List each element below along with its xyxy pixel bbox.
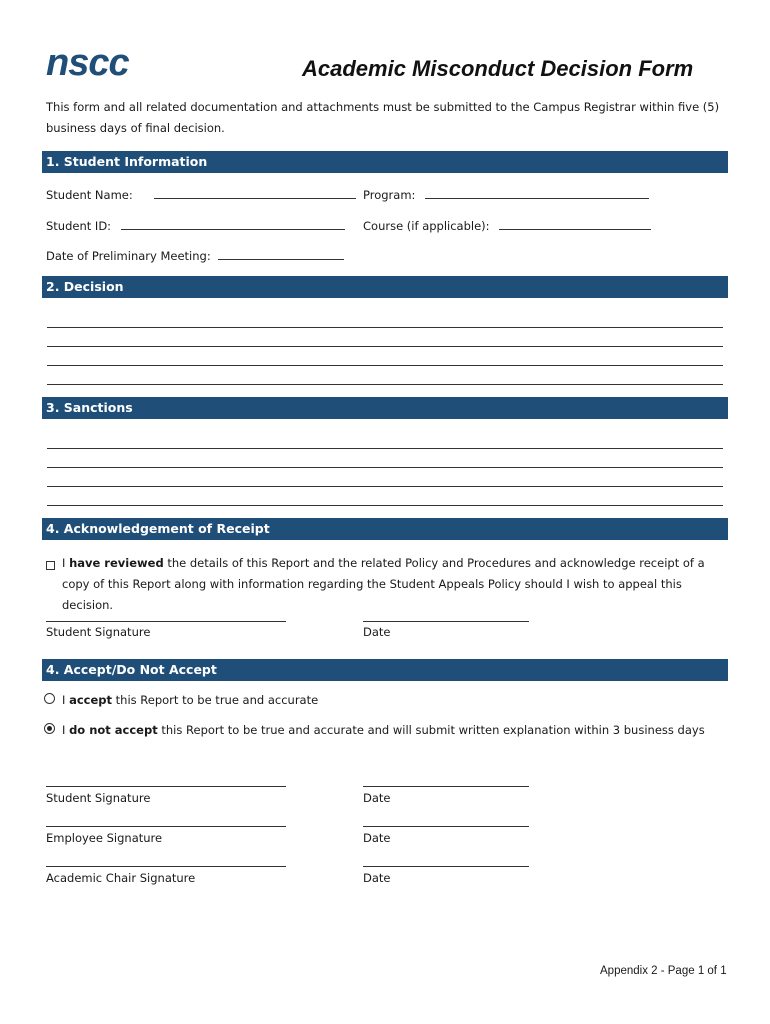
radio-selected-dot (47, 726, 52, 731)
course-field[interactable] (499, 219, 651, 230)
accept-radio[interactable] (44, 693, 55, 704)
accept-option-label: I accept this Report to be true and accurate (62, 693, 319, 707)
date-line[interactable] (363, 866, 529, 867)
date-label: Date (363, 791, 391, 805)
student-name-field[interactable] (154, 188, 356, 199)
employee-signature-label: Employee Signature (46, 831, 163, 845)
chair-signature-label: Academic Chair Signature (46, 871, 196, 885)
decision-line[interactable] (47, 365, 723, 366)
course-label: Course (if applicable): (363, 219, 490, 233)
student-id-row (46, 218, 345, 234)
student-signature-label: Student Signature (46, 625, 151, 639)
student-signature-label: Student Signature (46, 791, 151, 805)
program-label: Program: (363, 188, 416, 202)
student-signature-line[interactable] (46, 621, 286, 622)
nscc-logo: nscc (46, 42, 129, 84)
section-accept-heading: 4. Accept/Do Not Accept (42, 659, 728, 681)
section-decision-heading: 2. Decision (42, 276, 728, 298)
form-title: Academic Misconduct Decision Form (302, 56, 694, 81)
program-field[interactable] (425, 188, 649, 199)
meeting-date-label: Date of Preliminary Meeting: (46, 249, 211, 263)
decision-line[interactable] (47, 384, 723, 385)
page-footer: Appendix 2 - Page 1 of 1 (600, 965, 727, 977)
sanctions-line[interactable] (47, 505, 723, 506)
employee-signature-line[interactable] (46, 826, 286, 827)
do-not-accept-radio[interactable] (44, 723, 55, 734)
date-label: Date (363, 871, 391, 885)
sanctions-line[interactable] (47, 467, 723, 468)
date-line[interactable] (363, 621, 529, 622)
section-student-information-heading: 1. Student Information (42, 151, 728, 173)
meeting-date-row (46, 248, 344, 264)
date-label: Date (363, 625, 391, 639)
date-line[interactable] (363, 826, 529, 827)
student-id-label: Student ID: (46, 219, 112, 233)
do-not-accept-option-label: I do not accept this Report to be true and accurate and will submit written explanation within 3 business days (62, 723, 705, 737)
date-label: Date (363, 831, 391, 845)
acknowledge-checkbox[interactable] (46, 561, 55, 570)
chair-signature-line[interactable] (46, 866, 286, 867)
meeting-date-field[interactable] (218, 249, 344, 260)
student-name-label: Student Name: (46, 188, 133, 202)
course-row (363, 218, 651, 234)
student-name-row (46, 187, 356, 203)
student-signature-line[interactable] (46, 786, 286, 787)
sanctions-line[interactable] (47, 486, 723, 487)
sanctions-line[interactable] (47, 448, 723, 449)
program-row (363, 187, 649, 203)
section-sanctions-heading: 3. Sanctions (42, 397, 728, 419)
date-line[interactable] (363, 786, 529, 787)
acknowledgement-text: I have reviewed the details of this Report and the related Policy and Procedures and acknowledge receipt of a copy of this Report along with information regarding the Student Appeals Policy should I wish to appeal this decision. (62, 556, 705, 612)
decision-line[interactable] (47, 327, 723, 328)
decision-line[interactable] (47, 346, 723, 347)
section-acknowledgement-heading: 4. Acknowledgement of Receipt (42, 518, 728, 540)
intro-text: This form and all related documentation and attachments must be submitted to the Campus Registrar within five (5) business days of final decision. (46, 100, 720, 135)
student-id-field[interactable] (121, 219, 345, 230)
